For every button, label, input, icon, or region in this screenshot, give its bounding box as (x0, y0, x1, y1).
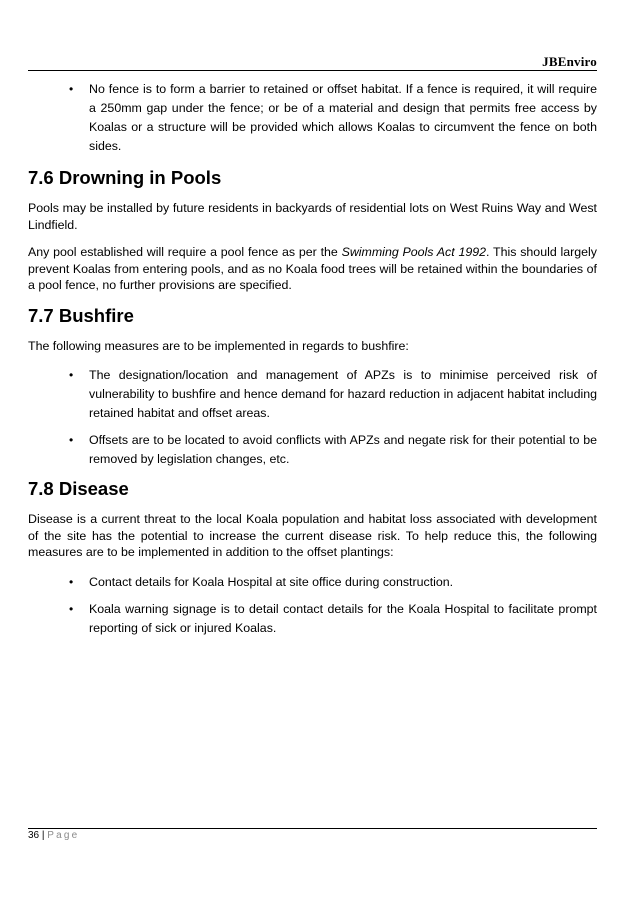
page-number: 36 (28, 830, 40, 841)
paragraph: Pools may be installed by future residents in backyards of residential lots on West Ruins Way and West Lindfield. (28, 201, 597, 232)
bullet-text: Koala warning signage is to detail contact details for the Koala Hospital to facilitate prompt reporting of sick or injured Koalas. (89, 601, 597, 635)
bushfire-bullet-list (28, 366, 597, 469)
list-item (28, 80, 597, 156)
bullet-text: Contact details for Koala Hospital at site office during construction. (89, 574, 454, 589)
bullet-icon: • (69, 574, 74, 589)
bullet-text: The designation/location and management of APZs is to minimise perceived risk of vulnerability to bushfire and hence demand for hazard reduction in adjacent habitat including retained habitat and offset areas. (89, 368, 597, 420)
footer-separator: | (39, 830, 48, 841)
list-item (28, 600, 597, 638)
bullet-icon: • (69, 433, 74, 447)
paragraph-text: Any pool established will require a pool fence as per the (28, 245, 342, 259)
disease-bullet-list (28, 573, 597, 638)
section-heading-7-6: 7.6 Drowning in Pools (28, 167, 222, 188)
paragraph: The following measures are to be implemented in regards to bushfire: (28, 338, 409, 353)
paragraph: Disease is a current threat to the local Koala population and habitat loss associated with development of the site has the potential to increase the current disease risk. To help reduce this, the following measures are to be implemented in addition to the offset plantings: (28, 512, 597, 559)
list-item (28, 431, 597, 469)
footer-divider (28, 828, 597, 829)
header-divider (28, 70, 597, 71)
intro-bullet-list (28, 80, 597, 156)
paragraph-text: . This should largely prevent Koalas from entering pools, and as no Koala food trees will be retained within the boundaries of a pool fence, no further provisions are specified. (28, 245, 597, 292)
page-footer (28, 830, 79, 842)
bullet-icon: • (69, 368, 74, 382)
section-heading-7-7: 7.7 Bushfire (28, 304, 134, 326)
paragraph (28, 244, 597, 294)
bullet-text: No fence is to form a barrier to retained or offset habitat. If a fence is required, it will require a 250mm gap under the fence; or be of a material and design that permits free access by Koalas or a structure will be provided which allows Koalas to circumvent the fence on both sides. (89, 82, 597, 153)
bullet-icon: • (69, 82, 74, 96)
list-item (28, 366, 597, 423)
act-title: Swimming Pools Act 1992 (341, 245, 487, 259)
list-item (28, 573, 597, 592)
page-label: Page (47, 830, 80, 841)
bullet-text: Offsets are to be located to avoid conflicts with APZs and negate risk for their potential to be removed by legislation changes, etc. (89, 433, 597, 466)
section-heading-7-8: 7.8 Disease (28, 478, 129, 499)
brand-logo-text: JBEnviro (542, 54, 597, 69)
document-body (28, 80, 597, 646)
bullet-icon: • (69, 601, 74, 616)
